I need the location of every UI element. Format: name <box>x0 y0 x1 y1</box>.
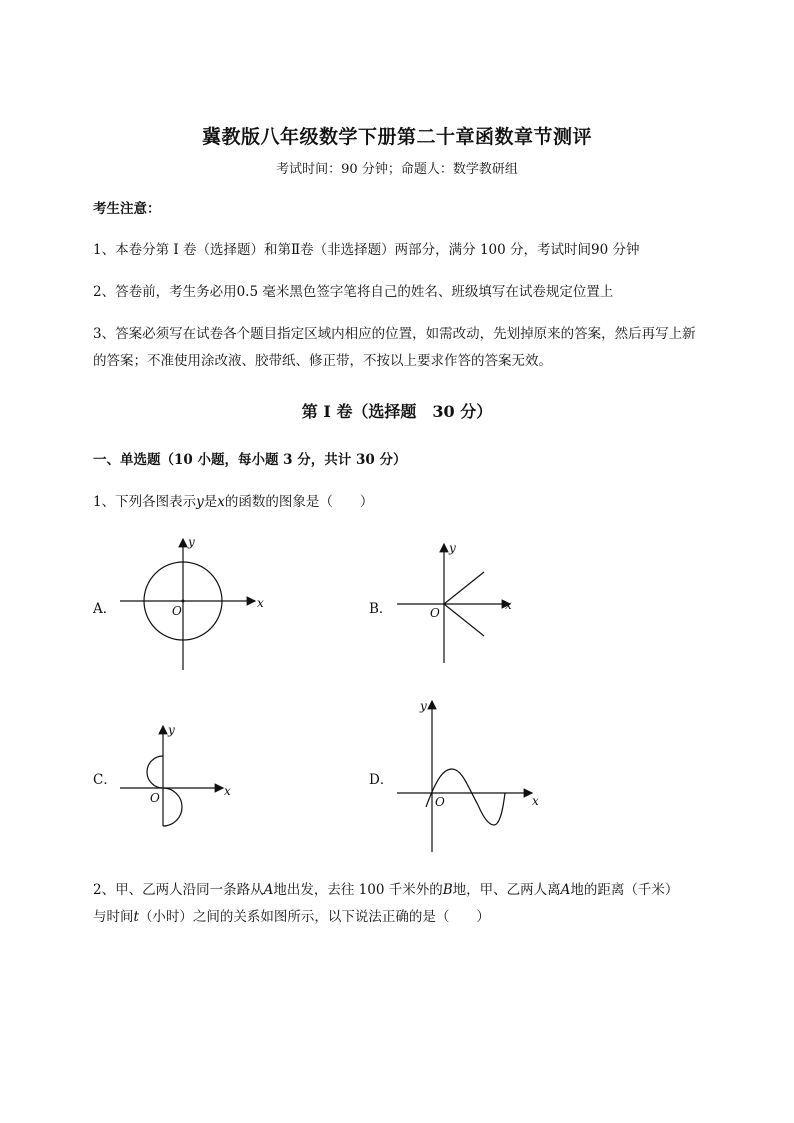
page-title: 冀教版八年级数学下册第二十章函数章节测评 <box>201 126 592 148</box>
notice-item-3: 3、答案必须写在试卷各个题目指定区域内相应的位置，如需改动，先划掉原来的答案，然后再写上新 <box>93 326 696 342</box>
svg-text:x: x <box>532 794 539 808</box>
option-b-label[interactable]: B． <box>369 601 393 617</box>
option-a-label[interactable]: A． <box>93 601 117 617</box>
svg-text:y: y <box>449 541 456 555</box>
notice-item-3-cont: 的答案；不准使用涂改液、胶带纸、修正带，不按以上要求作答的答案无效。 <box>93 353 552 369</box>
question-1-stem: 1、下列各图表示y是x的函数的图象是（ ） <box>93 494 374 510</box>
part-heading: 一、单选题（10 小题，每小题 3 分，共计 30 分） <box>93 452 407 468</box>
question-2-stem-line1: 2、甲、乙两人沿同一条路从A地出发，去往 100 千米外的B地，甲、乙两人离A地的距离（千米） <box>93 882 679 898</box>
svg-text:y: y <box>188 535 195 549</box>
notice-item-2: 2、答卷前，考生务必用0.5 毫米黑色签字笔将自己的姓名、班级填写在试卷规定位置上 <box>93 284 614 300</box>
notice-heading: 考生注意： <box>93 201 161 217</box>
exam-info: 考试时间：90 分钟；命题人：数学教研组 <box>276 162 518 177</box>
svg-text:O: O <box>430 606 440 620</box>
option-b-graph[interactable] <box>392 540 522 670</box>
question-2-stem-line2: 与时间t（小时）之间的关系如图所示，以下说法正确的是（ ） <box>93 909 490 925</box>
svg-text:O: O <box>150 791 160 805</box>
option-c-label[interactable]: C． <box>93 772 117 788</box>
option-d-graph[interactable] <box>392 697 547 857</box>
svg-text:x: x <box>505 598 512 612</box>
section-title: 第 I 卷（选择题 30 分） <box>301 402 493 421</box>
svg-text:x: x <box>257 596 264 610</box>
svg-text:O: O <box>172 604 182 618</box>
option-c-graph[interactable] <box>115 722 240 832</box>
notice-item-1: 1、本卷分第 I 卷（选择题）和第Ⅱ卷（非选择题）两部分，满分 100 分，考试时间90 分钟 <box>93 242 640 258</box>
option-a-graph[interactable] <box>115 535 265 675</box>
svg-text:O: O <box>435 795 445 809</box>
svg-text:x: x <box>224 784 231 798</box>
svg-text:y: y <box>420 699 427 713</box>
svg-text:y: y <box>168 723 175 737</box>
option-d-label[interactable]: D． <box>369 772 394 788</box>
